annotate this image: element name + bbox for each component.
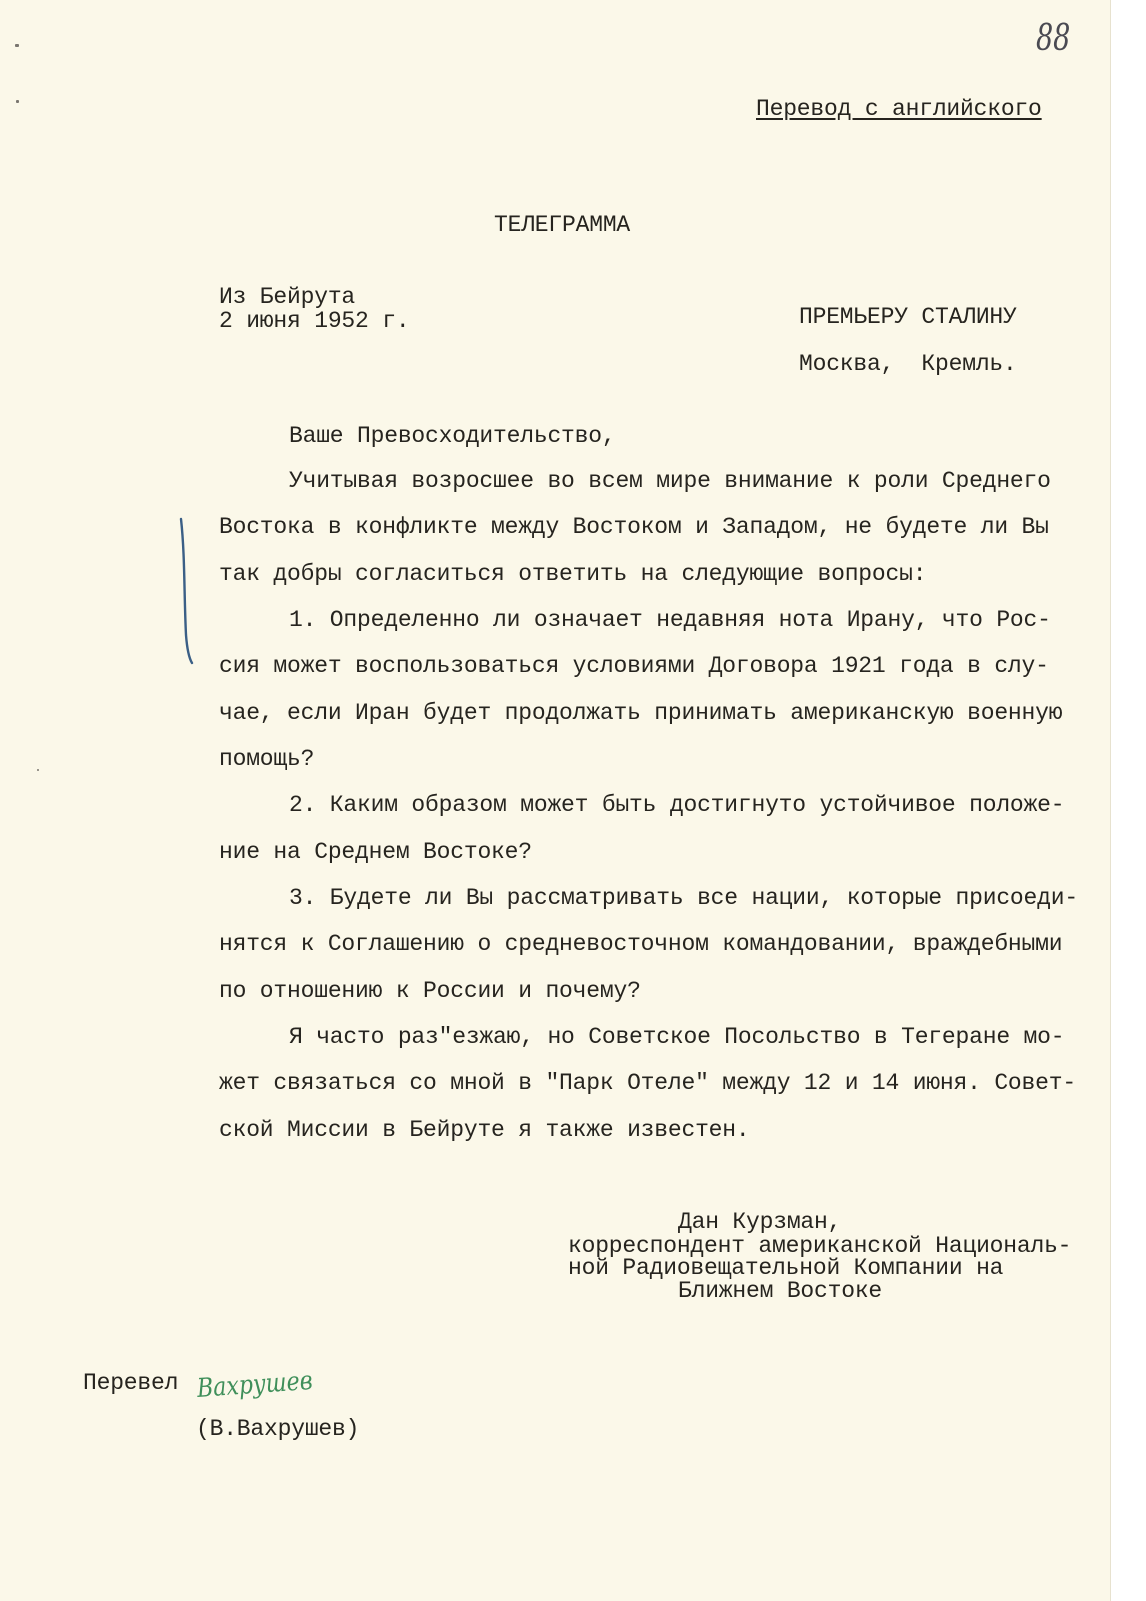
question-1-line: помощь? [219,746,315,772]
question-1-line: сия может воспользоваться условиями Договора 1921 года в слу- [219,653,1049,679]
sender-title-line: ной Радиовещательной Компании на [568,1255,1004,1281]
body-line: Учитывая возросшее во всем мире внимание к роли Среднего [289,468,1051,494]
closing-line: Я часто раз"езжаю, но Советское Посольство в Тегеране мо- [289,1024,1065,1050]
sender-title-line: корреспондент американской Националь- [568,1233,1072,1259]
question-2-line: ние на Среднем Востоке? [219,839,532,865]
translator-signature: Вахрушев [196,1365,314,1404]
salutation: Ваше Превосходительство, [289,423,616,449]
translation-note: Перевод с английского [756,96,1042,122]
body-line: Востока в конфликте между Востоком и Западом, не будете ли Вы [219,514,1049,540]
question-2-line: 2. Каким образом может быть достигнуто устойчивое положе- [289,792,1065,818]
page-number: 88 [1036,18,1071,59]
translator-name: (В.Вахрушев) [196,1416,360,1442]
translator-label: Перевел [83,1370,179,1396]
question-3-line: по отношению к России и почему? [219,978,641,1004]
body-line: так добры согласиться ответить на следующие вопросы: [219,561,927,587]
margin-speck [15,44,19,47]
sender-title-line: Ближнем Востоке [678,1278,883,1304]
margin-speck [16,100,19,103]
origin-place: Из Бейрута [219,284,356,310]
question-1-line: 1. Определенно ли означает недавняя нота Ирану, что Рос- [289,607,1051,633]
addressee-name: ПРЕМЬЕРУ СТАЛИНУ [799,304,1017,330]
question-3-line: нятся к Соглашению о средневосточном командовании, враждебными [219,931,1063,957]
question-1-line: чае, если Иран будет продолжать принимать американскую военную [219,700,1063,726]
margin-pen-mark [172,515,196,665]
sender-name: Дан Курзман, [678,1209,842,1235]
margin-speck [37,769,39,771]
closing-line: ской Миссии в Бейруте я также известен. [219,1117,750,1143]
closing-line: жет связаться со мной в "Парк Отеле" между 12 и 14 июня. Совет- [219,1070,1076,1096]
origin-date: 2 июня 1952 г. [219,308,410,334]
addressee-address: Москва, Кремль. [799,351,1017,377]
document-title: ТЕЛЕГРАММА [494,212,631,238]
question-3-line: 3. Будете ли Вы рассматривать все нации, которые присоеди- [289,885,1078,911]
